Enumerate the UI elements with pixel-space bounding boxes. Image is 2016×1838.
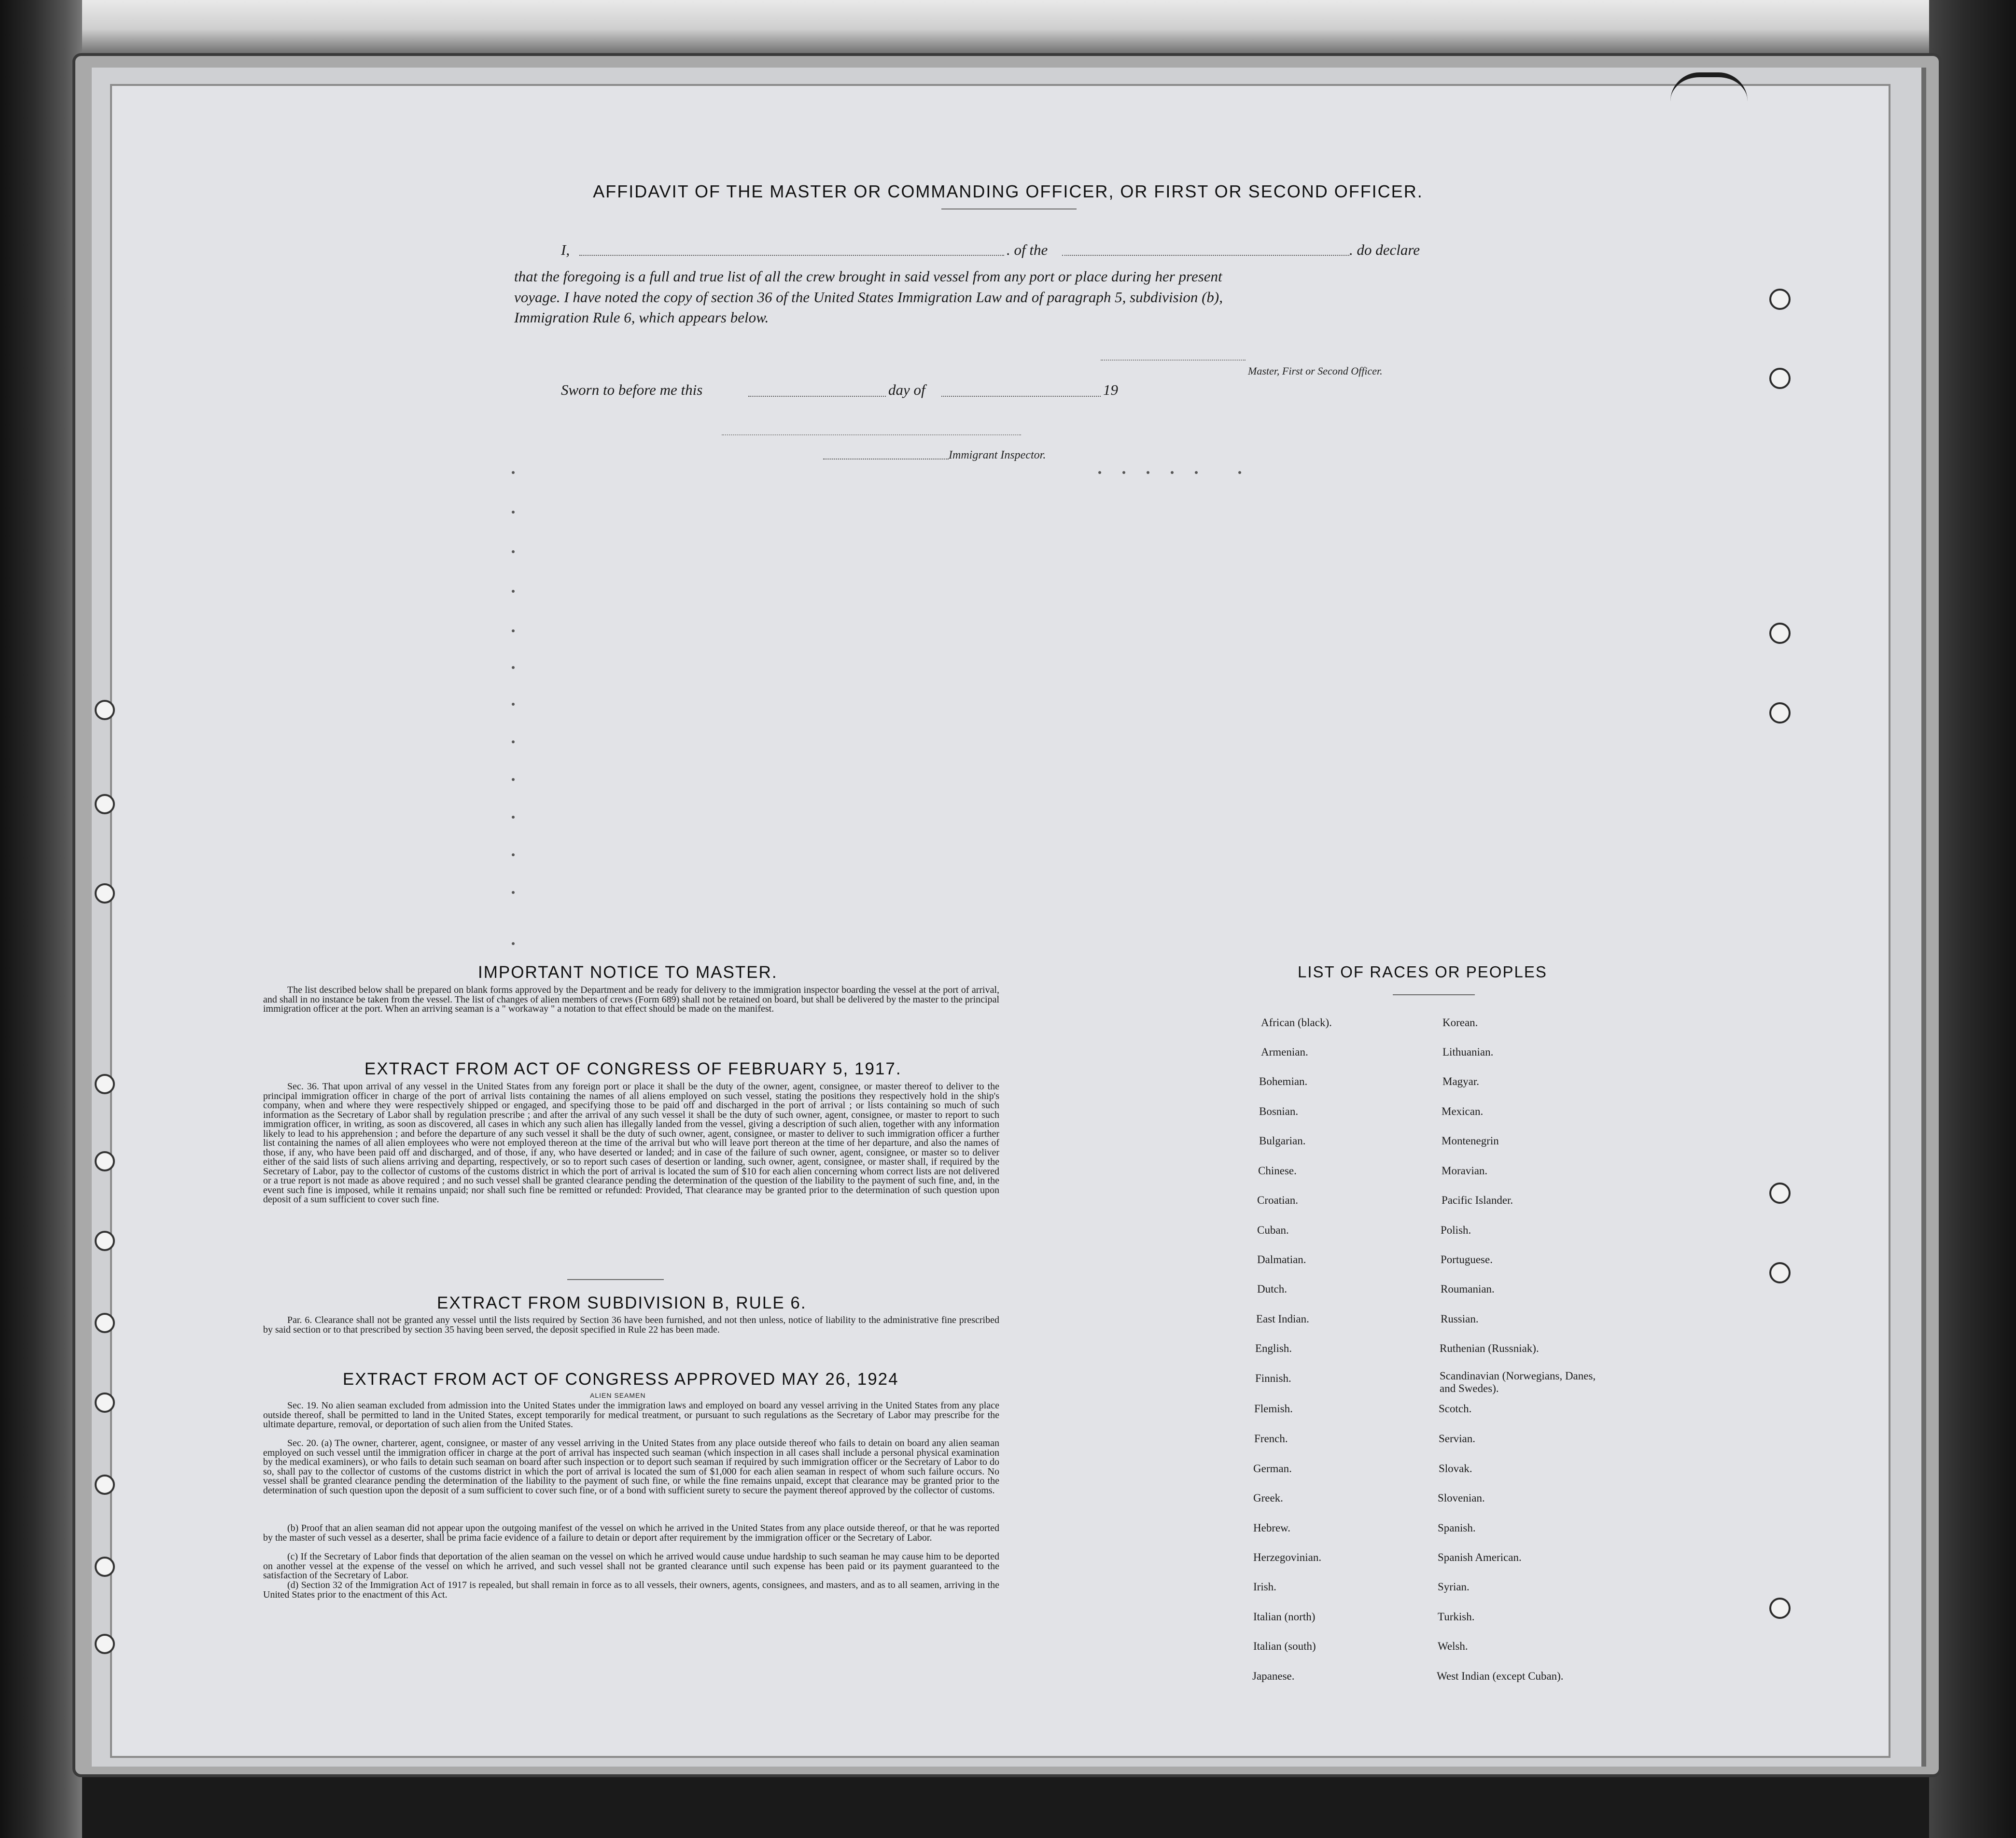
guide-dot	[1098, 471, 1101, 474]
affidavit-line-3: voyage. I have noted the copy of section 36 of the United States Immigration Law and of paragraph 5, subdivision (b),	[514, 289, 1223, 306]
extract-1924-sec20d: (d) Section 32 of the Immigration Act of 1917 is repealed, but shall remain in force as to all vessels, their owners, agents, consignees, and masters, and as to all seamen, arriving in the United States prior to the enactment of this Act.	[263, 1580, 999, 1600]
race-item: Mexican.	[1442, 1105, 1484, 1117]
race-item: German.	[1253, 1462, 1292, 1475]
sworn-day-line	[748, 396, 886, 397]
name-field-line	[579, 255, 1004, 256]
race-item: Magyar.	[1442, 1075, 1480, 1087]
race-item: West Indian (except Cuban).	[1437, 1670, 1564, 1682]
race-item: Hebrew.	[1253, 1522, 1291, 1534]
race-item: Servian.	[1439, 1433, 1476, 1445]
race-item: Finnish.	[1255, 1372, 1291, 1384]
race-item: Montenegrin	[1442, 1135, 1499, 1147]
affidavit-title: AFFIDAVIT OF THE MASTER OR COMMANDING OFFICER, OR FIRST OR SECOND OFFICER.	[593, 181, 1423, 201]
races-title: LIST OF RACES OR PEOPLES	[1298, 963, 1547, 981]
race-item: Russian.	[1441, 1313, 1479, 1325]
race-item: Armenian.	[1261, 1046, 1308, 1058]
vessel-field-line	[1062, 255, 1349, 256]
sworn-label: Sworn to before me this	[561, 381, 703, 398]
race-item: Dalmatian.	[1257, 1253, 1306, 1266]
affidavit-line-4: Immigration Rule 6, which appears below.	[514, 309, 769, 326]
race-item: Irish.	[1253, 1581, 1276, 1593]
affidavit-i-label: I,	[561, 241, 570, 258]
affidavit-declare-label: . do declare	[1349, 241, 1420, 258]
race-item: Ruthenian (Russniak).	[1440, 1342, 1539, 1354]
race-item: Herzegovinian.	[1253, 1551, 1322, 1563]
race-item: Pacific Islander.	[1442, 1194, 1513, 1206]
race-item: French.	[1254, 1433, 1288, 1445]
guide-dot	[512, 590, 515, 593]
race-item: Flemish.	[1254, 1403, 1293, 1415]
race-item: Cuban.	[1257, 1224, 1289, 1236]
inspector-label: Immigrant Inspector.	[949, 449, 1046, 461]
guide-dot	[1195, 471, 1198, 474]
race-item: Greek.	[1253, 1492, 1283, 1504]
guide-dot	[512, 740, 515, 743]
affidavit-of-the-label: . of the	[1007, 241, 1048, 258]
guide-dot	[512, 891, 515, 894]
extract-rule6-text: Par. 6. Clearance shall not be granted any vessel until the lists required by Section 36 have been furnished, and not then unless, notice of liability to the administrative fine prescribed by said section or to that prescribed by section 35 having been served, the deposit specified in Rule 22 has been made.	[263, 1315, 999, 1335]
race-item: Moravian.	[1442, 1165, 1488, 1177]
guide-dot	[512, 703, 515, 706]
guide-dot	[512, 816, 515, 819]
extract-1924-title: EXTRACT FROM ACT OF CONGRESS APPROVED MAY 26, 1924	[343, 1370, 899, 1389]
alien-seamen-subtitle: ALIEN SEAMEN	[590, 1392, 646, 1399]
guide-dot	[1171, 471, 1174, 474]
race-item: Bosnian.	[1259, 1105, 1299, 1117]
extract-1924-sec20c: (c) If the Secretary of Labor finds that deportation of the alien seaman on the vessel on which he arrived would cause undue hardship to such seaman he may cause him to be deported on another vessel at the expense of the vessel on which he arrived, and such vessel shall not be granted clearance until such expense has been paid or its payment guaranteed to the satisfaction of the Secretary of Labor.	[263, 1551, 999, 1581]
race-item: Bohemian.	[1259, 1075, 1308, 1087]
notice-text: The list described below shall be prepared on blank forms approved by the Department and be ready for delivery to the immigration inspector boarding the vessel at the port of arrival, and shall in no instance be taken from the vessel. The list of changes of alien members of crews (Form 689) shall not be retained on board, but shall be delivered by the master to the principal immigration officer at the port. When an arriving seaman is a " workaway " a notation to that effect should be made on the manifest.	[263, 985, 999, 1014]
sworn-month-line	[941, 396, 1101, 397]
guide-dot	[512, 550, 515, 553]
race-item: African (black).	[1261, 1016, 1332, 1029]
guide-dot	[1147, 471, 1149, 474]
race-item: Portuguese.	[1441, 1253, 1493, 1266]
guide-dot	[512, 666, 515, 669]
race-item: East Indian.	[1256, 1313, 1309, 1325]
race-item: Italian (south)	[1253, 1640, 1316, 1652]
extract-1917-title: EXTRACT FROM ACT OF CONGRESS OF FEBRUARY 5, 1917.	[364, 1059, 902, 1078]
inspector-signature-line	[823, 459, 949, 460]
day-of-label: day of	[888, 381, 925, 398]
guide-dot	[512, 778, 515, 781]
guide-dot	[512, 853, 515, 856]
guide-dot	[512, 471, 515, 474]
race-item: Polish.	[1441, 1224, 1471, 1236]
race-item: Scandinavian (Norwegians, Danes, and Swedes).	[1440, 1370, 1596, 1394]
races-title-rule	[1393, 994, 1475, 995]
race-item: Spanish.	[1438, 1522, 1476, 1534]
race-item: Lithuanian.	[1442, 1046, 1494, 1058]
master-signature-label: Master, First or Second Officer.	[1248, 365, 1383, 377]
race-item: Slovak.	[1439, 1462, 1472, 1475]
affidavit-line-2: that the foregoing is a full and true list of all the crew brought in said vessel from any port or place during her present	[514, 268, 1222, 285]
race-item: Slovenian.	[1438, 1492, 1485, 1504]
guide-dot	[512, 511, 515, 514]
race-item: Korean.	[1442, 1016, 1478, 1029]
race-item: Roumanian.	[1441, 1283, 1495, 1295]
guide-dot	[512, 629, 515, 632]
extract-1924-sec19: Sec. 19. No alien seaman excluded from admission into the United States under the immigration laws and employed on board any vessel arriving in the United States from any place outside thereof, shall be permitted to land in the United States, except temporarily for medical treatment, or pursuant to such regulations as the Secretary of Labor may prescribe for the ultimate departure, removal, or deportation of such alien from the United States.	[263, 1400, 999, 1430]
race-item: Bulgarian.	[1259, 1135, 1306, 1147]
inspector-rule-upper	[722, 434, 1021, 435]
extract-1917-text: Sec. 36. That upon arrival of any vessel in the United States from any foreign port or place it shall be the duty of the owner, agent, consignee, or master thereof to deliver to the principal immigration officer in charge of the port of arrival lists containing the names of all aliens employed on such vessel, stating the positions they respectively hold in the ship's company, when and where they were respectively shipped or engaged, and specifying those to be paid off and discharged in the port of arrival ; or lists containing so much of such information as the Secretary of Labor shall by regulation prescribe ; and after the arrival of any such vessel it shall be the duty of such owner, agent, consignee, or master to report to such immigration officer, in writing, as soon as discovered, all cases in which any such alien has illegally landed from the vessel, giving a description of such alien, together with any information likely to lead to his apprehension ; and before the departure of any such vessel it shall be the duty of such owner, agent, consignee, or master to deliver to such immigration officer a further list containing the names of all alien employees who were not employed thereon at the time of the arrival but who will leave port thereon at the time of her departure, and also the names of those, if any, who have been paid off and discharged, and of those, if any, who have deserted or landed; and in case of the failure of such owner, agent, consignee, or master so to deliver either of the said lists of such aliens arriving and departing, respectively, or so to report such cases of desertion or landing, such owner, agent, consignee, or master shall, if required by the Secretary of Labor, pay to the collector of customs of the customs district in which the port of arrival is located the sum of $10 for each alien concerning whom correct lists are not delivered or a true report is not made as above required ; and no such vessel shall be granted clearance pending the determination of the question of the liability to the payment of such fine, and, in the event such fine is imposed, while it remains unpaid; nor shall such fine be remitted or refunded: Provided, That clearance may be granted prior to the determination of such question upon deposit of a sum sufficient to cover such fine.	[263, 1081, 999, 1205]
race-item: Croatian.	[1257, 1194, 1298, 1206]
race-item: Chinese.	[1258, 1165, 1297, 1177]
extract-1924-sec20a: Sec. 20. (a) The owner, charterer, agent, consignee, or master of any vessel arriving in the United States from any place outside thereof who fails to detain on board any alien seaman employed on such vessel until the immigration officer in charge at the port of arrival has inspected such seaman (which inspection in all cases shall include a personal physical examination by the medical examiners), or who fails to detain such seaman on board after such inspection or to deport such seaman if required by such immigration officer or the Secretary of Labor to do so, shall pay to the collector of customs of the customs district in which the port of arrival is located the sum of $1,000 for each alien seaman in respect of whom such failure occurs. No vessel shall be granted clearance pending the determination of the liability to the payment of such fine, or while the fine remains unpaid, except that clearance may be granted prior to the determination of such question upon the deposit of a sum sufficient to cover such fine, or of a bond with sufficient surety to secure the payment thereof approved by the collector of customs.	[263, 1438, 999, 1496]
extract-1924-sec20b: (b) Proof that an alien seaman did not appear upon the outgoing manifest of the vessel on which he arrived in the United States from any place outside thereof, or that he was reported by the master of such vessel as a deserter, shall be prima facie evidence of a failure to detain or deport after requirement by the immigration officer or the Secretary of Labor.	[263, 1523, 999, 1543]
guide-dot	[1238, 471, 1241, 474]
race-item: Japanese.	[1252, 1670, 1295, 1682]
race-item: English.	[1255, 1342, 1292, 1354]
race-item: Turkish.	[1438, 1611, 1475, 1623]
extract-rule6-title: EXTRACT FROM SUBDIVISION B, RULE 6.	[437, 1294, 807, 1312]
year-label: 19	[1103, 381, 1118, 398]
race-item: Spanish American.	[1438, 1551, 1522, 1563]
guide-dot	[512, 942, 515, 945]
race-item: Welsh.	[1438, 1640, 1468, 1652]
race-item: Scotch.	[1439, 1403, 1472, 1415]
race-item: Italian (north)	[1253, 1611, 1316, 1623]
race-item: Dutch.	[1257, 1283, 1287, 1295]
guide-dot	[1122, 471, 1125, 474]
race-item: Syrian.	[1438, 1581, 1470, 1593]
signature-line	[1101, 360, 1246, 361]
notice-title: IMPORTANT NOTICE TO MASTER.	[478, 963, 778, 982]
section-divider	[567, 1279, 664, 1280]
